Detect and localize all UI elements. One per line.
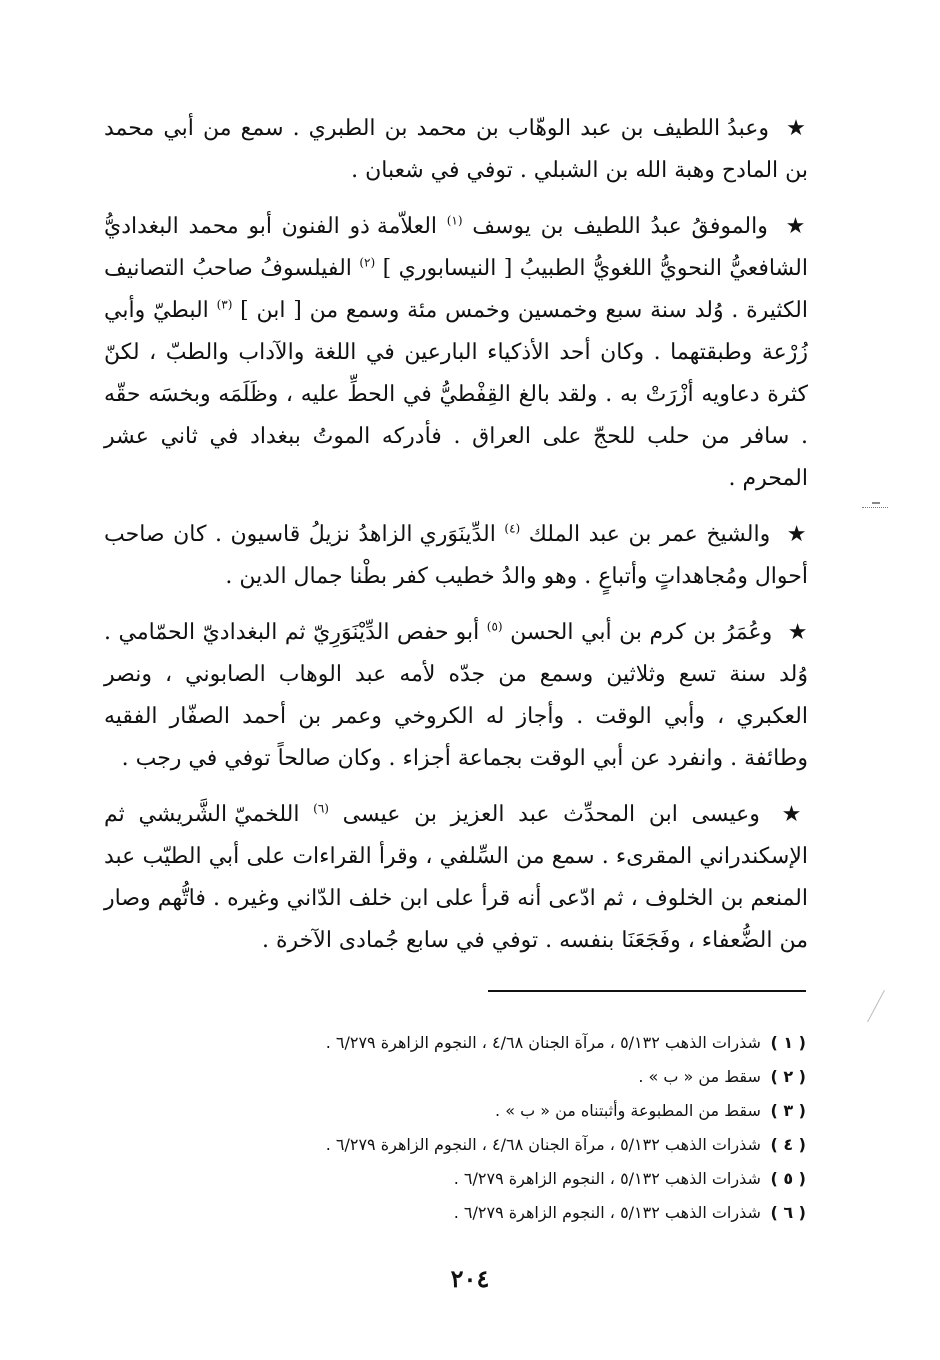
margin-tick	[872, 502, 880, 512]
entry-text: وعبدُ اللطيف بن عبد الوهّاب بن محمد بن الطبري . سمع من أبي محمد بن المادح وهبة الله بن الشبلي . توفي في شعبان .	[104, 116, 808, 183]
footnote-ref: (١)	[446, 213, 463, 228]
footnote-separator	[488, 990, 806, 992]
footnote-item	[246, 1060, 806, 1094]
footnote-text: شذرات الذهب ٥/١٣٢ ، النجوم الزاهرة ٦/٢٧٩ .	[453, 1169, 761, 1188]
footnote-item	[246, 1162, 806, 1196]
entry-text: الفيلسوفُ صاحبُ التصانيف الكثيرة . وُلد سنة سبع وخمسين وخمس مئة وسمع من [ ابن ]	[104, 256, 809, 323]
footnote-ref: (٦)	[313, 801, 329, 816]
footnotes	[246, 1026, 806, 1230]
star-icon: ★	[787, 620, 808, 645]
entry-1	[104, 108, 808, 192]
page-number: ٢٠٤	[450, 1264, 490, 1293]
entry-text: أبو حفص الدِّيْنَوَرِيّ ثم البغداديّ الحمّامي . وُلد سنة تسع وثلاثين وسمع من جدّه لأمه عبد الوهاب الصابوني ، ونصر العكبري ، وأبي الوقت . وأجاز له الكروخي وعمر بن أحمد الصفّار الفقيه وطائفة . وانفرد عن أبي الوقت بجماعة أجزاء . وكان صالحاً توفي في رجب .	[104, 620, 808, 771]
main-text	[104, 108, 808, 976]
entry-text: والشيخ عمر بن عبد الملك	[528, 522, 771, 547]
footnote-number: ( ٥ )	[770, 1169, 806, 1188]
footnote-ref: (٣)	[216, 297, 233, 312]
footnote-ref: (٤)	[504, 521, 521, 536]
footnote-number: ( ٤ )	[770, 1135, 806, 1154]
footnote-text: سقط من المطبوعة وأثبتناه من « ب » .	[495, 1101, 761, 1120]
star-icon: ★	[781, 802, 808, 827]
star-icon: ★	[785, 214, 809, 239]
entry-5	[104, 794, 808, 962]
entry-text: الدِّينَوَري الزاهدُ نزيلُ قاسيون . كان صاحب أحوال ومُجاهداتٍ وأتباعٍ . وهو والدُ خطيب كفر بطْنا جمال الدين .	[104, 522, 808, 589]
entry-text: وعُمَرُ بن كرم بن أبي الحسن	[510, 620, 773, 645]
entry-2	[104, 206, 808, 500]
entry-text: البطيّ وأبي زُرْعة وطبقتهما . وكان أحد الأذكياء البارعين في اللغة والآداب والطبّ ، لكنّ كثرة دعاويه أزْرَتْ به . ولقد بالغ القِفْطيُّ في الحطِّ عليه ، وظَلَمَه وبخسَه حقّه . سافر من حلب للحجّ على العراق . فأدركه الموتُ ببغداد في ثاني عشر المحرم .	[104, 298, 808, 491]
footnote-item	[246, 1026, 806, 1060]
star-icon: ★	[786, 116, 808, 141]
footnote-number: ( ١ )	[770, 1033, 806, 1052]
footnote-text: سقط من « ب » .	[638, 1067, 761, 1086]
entry-text: العلاّمة ذو الفنون أبو محمد البغداديُّ الشافعيُّ النحويُّ اللغويُّ الطبيبُ [ النيسابوري ]	[104, 214, 808, 281]
footnote-number: ( ٢ )	[770, 1067, 806, 1086]
footnote-number: ( ٦ )	[770, 1203, 806, 1222]
entry-4	[104, 612, 808, 780]
entry-text: وعيسى ابن المحدِّث عبد العزيز بن عيسى	[342, 802, 760, 827]
entry-text: والموفقُ عبدُ اللطيف بن يوسف	[472, 214, 768, 239]
star-icon: ★	[786, 522, 808, 547]
footnote-item	[246, 1094, 806, 1128]
footnote-text: شذرات الذهب ٥/١٣٢ ، مرآة الجنان ٤/٦٨ ، النجوم الزاهرة ٦/٢٧٩ .	[325, 1033, 761, 1052]
footnote-text: شذرات الذهب ٥/١٣٢ ، مرآة الجنان ٤/٦٨ ، النجوم الزاهرة ٦/٢٧٩ .	[325, 1135, 761, 1154]
entry-text: اللخميّ الشَّريشي ثم الإسكندراني المقرىء . سمع من السِّلفي ، وقرأ القراءات على أبي الطيّب عبد المنعم بن الخلوف ، ثم ادّعى أنه قرأ على ابن خلف الدّاني وغيره . فاتُّهم وصار من الضُّعفاء ، وفَجَعَنَا بنفسه . توفي في سابع جُمادى الآخرة .	[104, 802, 808, 953]
footnote-ref: (٥)	[486, 619, 503, 634]
footnote-number: ( ٣ )	[770, 1101, 806, 1120]
scan-artifact	[867, 990, 885, 1022]
entry-3	[104, 514, 808, 598]
footnote-item	[246, 1128, 806, 1162]
footnote-text: شذرات الذهب ٥/١٣٢ ، النجوم الزاهرة ٦/٢٧٩ .	[453, 1203, 761, 1222]
footnote-ref: (٢)	[359, 255, 376, 270]
footnote-item	[246, 1196, 806, 1230]
